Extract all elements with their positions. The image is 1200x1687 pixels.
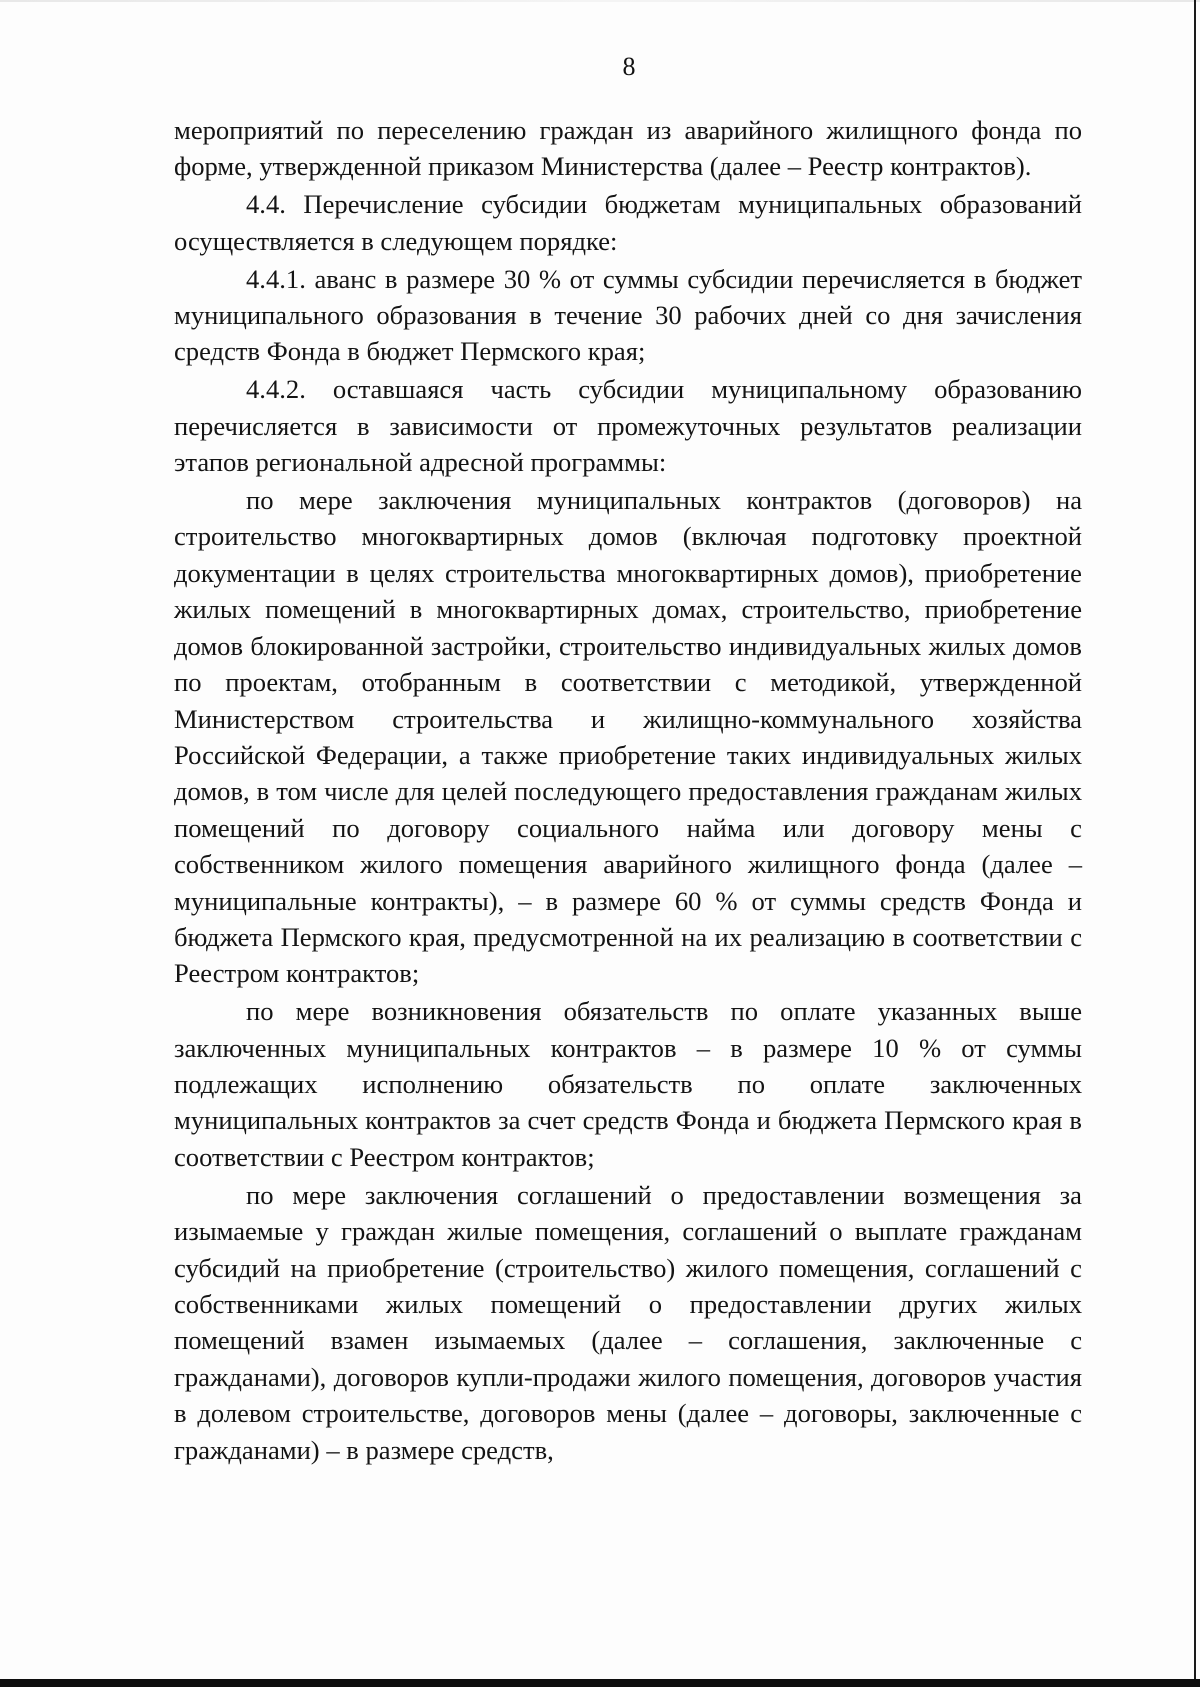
paragraph-4-4: 4.4. Перечисление субсидии бюджетам муниципальных образований осуществляется в следующем порядке: [174, 189, 1082, 256]
document-body [174, 112, 1082, 1470]
page-number: 8 [622, 52, 636, 81]
paragraph-agreements: по мере заключения соглашений о предоставлении возмещения за изымаемые у граждан жилые помещения, соглашений о выплате гражданам субсидий на приобретение (строительство) жилого помещения, соглашений с собственниками жилых помещений о предоставлении других жилых помещений взамен изымаемых (далее – соглашения, заключенные с гражданами), договоров купли-продажи жилого помещения, договоров участия в долевом строительстве, договоров мены (далее – договоры, заключенные с гражданами) – в размере средств, [174, 1179, 1082, 1465]
paragraph-municipal-contracts: по мере заключения муниципальных контрактов (договоров) на строительство многоквартирных домов (включая подготовку проектной документации в целях строительства многоквартирных домов), приобретение жилых помещений в многоквартирных домах, строительство, приобретение домов блокированной застройки, строительство индивидуальных жилых домов по проектам, отобранным в соответствии с методикой, утвержденной Министерством строительства и жилищно-коммунального хозяйства Российской Федерации, а также приобретение таких индивидуальных жилых домов, в том числе для целей последующего предоставления гражданам жилых помещений по договору социального найма или договору мены с собственником жилого помещения аварийного жилищного фонда (далее – муниципальные контракты), – в размере 60 % от суммы средств Фонда и бюджета Пермского края, предусмотренной на их реализацию в соответствии с Реестром контрактов; [174, 485, 1082, 989]
scan-top-edge [0, 0, 1200, 2]
paragraph-4-4-1: 4.4.1. аванс в размере 30 % от суммы субсидии перечисляется в бюджет муниципального образования в течение 30 рабочих дней со дня зачисления средств Фонда в бюджет Пермского края; [174, 263, 1082, 367]
paragraph-4-4-2: 4.4.2. оставшаяся часть субсидии муниципальному образованию перечисляется в зависимости от промежуточных результатов реализации этапов региональной адресной программы: [174, 374, 1082, 478]
scan-right-edge [1194, 0, 1196, 1687]
paragraph-obligations: по мере возникновения обязательств по оплате указанных выше заключенных муниципальных контрактов – в размере 10 % от суммы подлежащих исполнению обязательств по оплате заключенных муниципальных контрактов за счет средств Фонда и бюджета Пермского края в соответствии с Реестром контрактов; [174, 996, 1082, 1172]
paragraph-continuation: мероприятий по переселению граждан из аварийного жилищного фонда по форме, утвержденной приказом Министерства (далее – Реестр контрактов). [174, 115, 1082, 182]
scan-bottom-edge [0, 1679, 1200, 1687]
